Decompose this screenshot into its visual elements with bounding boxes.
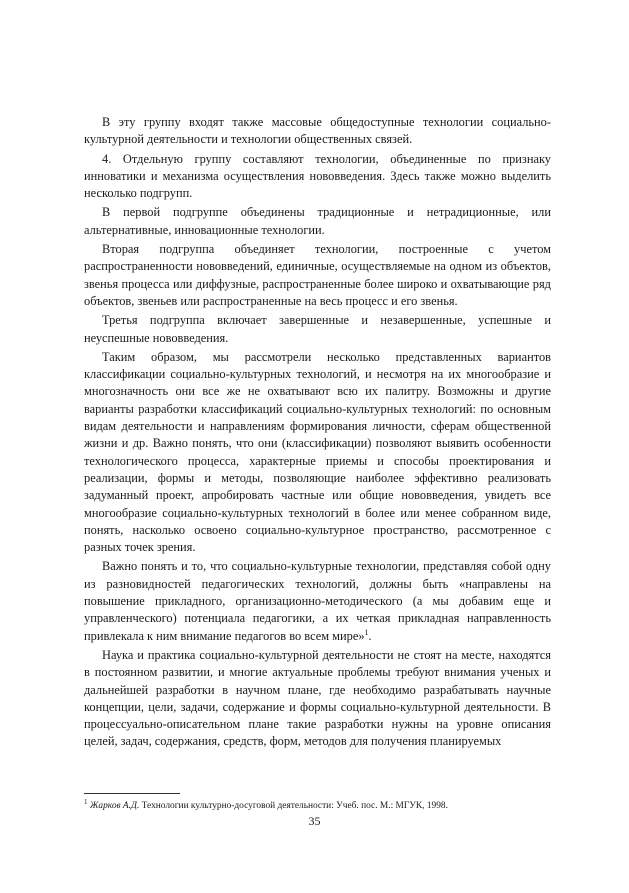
paragraph-6: Таким образом, мы рассмотрели несколько представленных вариантов классификации социально-культурных технологий, и несмотря на их многообразие и многозначность они все же не охватывают всю их палитру. Возможны и другие варианты разработки классификаций социально-культурных технологий: по основным видам деятельности и направлениям формирования личности, сферам общественной жизни и др. Важно понять, что они (классификации) позволяют выявить особенности технологического процесса, характерные приемы и способы проектирования и реализации, формы и методы, позволяющие наиболее эффективно реализовать задуманный проект, апробировать частные или общие нововведения, увидеть все многообразие социально-культурных технологий в более или менее собранном виде, понять, насколько освоено социально-культурное пространство, рассмотренное с разных точек зрения. (84, 349, 551, 555)
footnote (84, 797, 554, 812)
paragraph-3: В первой подгруппе объединены традиционные и нетрадиционные, или альтернативные, инновационные технологии. (84, 205, 551, 237)
paragraph-2: 4. Отдельную группу составляют технологии, объединенные по признаку инноватики и механизма осуществления нововведения. Здесь также можно выделить несколько подгрупп. (84, 151, 551, 201)
paragraph-7-end: . (368, 628, 372, 643)
paragraph-1: В эту группу входят также массовые общедоступные технологии социально-культурной деятельности и технологии общественных связей. (84, 115, 551, 147)
page-number: 35 (308, 814, 321, 828)
footnote-text: Технологии культурно-досуговой деятельности: Учеб. пос. М.: МГУК, 1998. (139, 801, 448, 811)
paragraph-5: Третья подгруппа включает завершенные и незавершенные, успешные и неуспешные нововведения. (84, 313, 551, 345)
footnote-separator (84, 793, 180, 794)
paragraph-4: Вторая подгруппа объединяет технологии, построенные с учетом распространенности нововведений, единичные, осуществляемые на одном из объектов, звенья процесса или диффузные, распространенные более широко и охватывающие ряд объектов, звеньев или распространенные на весь процесс и его звенья. (84, 242, 551, 308)
footnote-author: Жарков А.Д. (89, 801, 140, 811)
paragraph-7 (84, 558, 551, 644)
paragraph-7-text: Важно понять и то, что социально-культурные технологии, представляя собой одну из разновидностей педагогических технологий, должны быть «направлены на повышение прикладного, организационно-методического (а мы добавим еще и управленческого) потенциала педагогики, а их четкая прикладная направленность привлекала к ним внимание педагогов во всем мире» (84, 559, 551, 643)
paragraph-8: Наука и практика социально-культурной деятельности не стоят на месте, находятся в постоянном развитии, и многие актуальные проблемы требуют внимания ученых и дальнейшей разработки в научном плане, где необходимо разрабатывать научные концепции, цели, задачи, содержание и формы социально-культурной деятельности. В процессуально-описательном плане такие разработки нужны на уровне описания целей, задач, содержания, средств, форм, методов для получения планируемых (84, 647, 551, 749)
page-body (84, 114, 551, 753)
footnote-reference[interactable]: 1 (364, 627, 369, 637)
footnote-marker: 1 (84, 797, 88, 806)
